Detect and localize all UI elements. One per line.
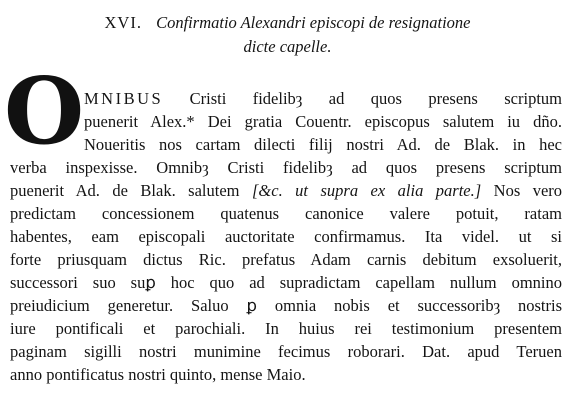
text-line-1-rest: Cristi fidelibȝ ad quos presens scriptum: [189, 89, 563, 108]
text-line-3: Noueritis nos cartam dilecti filij nostri Ad. de Blak. in hec: [84, 135, 562, 154]
drop-cap-initial: O: [4, 57, 85, 165]
charter-heading-line-1: [0, 12, 575, 34]
text-line-2: puenerit Alex.* Dei gratia Couentr. episcopus salutem iu dño.: [84, 112, 562, 131]
text-line-5-a: puenerit Ad. de Blak. salutem: [10, 181, 240, 200]
initial-word-caps: MNIBUS: [84, 89, 164, 108]
charter-heading-line-2: [0, 36, 575, 58]
text-line-4: verba inspexisse. Omnibȝ Cristi fidelibȝ ad quos presens scriptum: [10, 158, 562, 177]
charter-title-part-1: Confirmatio Alexandri episcopi de resignatione: [156, 13, 471, 32]
text-line-7: habentes, eam episcopali auctoritate confirmamus. Ita videl. ut si: [10, 227, 562, 246]
text-line-11: iure pontificali et parochiali. In huius rei testimonium presentem: [10, 319, 562, 338]
text-line-5-c: Nos vero: [493, 181, 563, 200]
text-line-13: anno pontificatus nostri quinto, mense Maio.: [10, 365, 306, 384]
text-line-10: preiudicium generetur. Saluo ꝑ omnia nobis et successoribȝ nostris: [10, 296, 562, 315]
charter-title-part-2: dicte capelle.: [243, 37, 332, 56]
text-line-5: [10, 180, 562, 202]
text-line-12: paginam sigilli nostri munimine fecimus roborari. Dat. apud Teruen: [10, 342, 562, 361]
text-line-8: forte priusquam dictus Ric. prefatus Adam carnis debitum exsoluerit,: [10, 250, 562, 269]
text-line-9: successori suo suꝑ hoc quo ad supradictam capellam nullum omnino: [10, 273, 562, 292]
text-line-6: predictam concessionem quatenus canonice valere potuit, ratam: [10, 204, 562, 223]
editorial-note: [&c. ut supra ex alia parte.]: [252, 181, 482, 200]
charter-number: XVI.: [104, 13, 142, 32]
text-line-1: [84, 88, 562, 110]
